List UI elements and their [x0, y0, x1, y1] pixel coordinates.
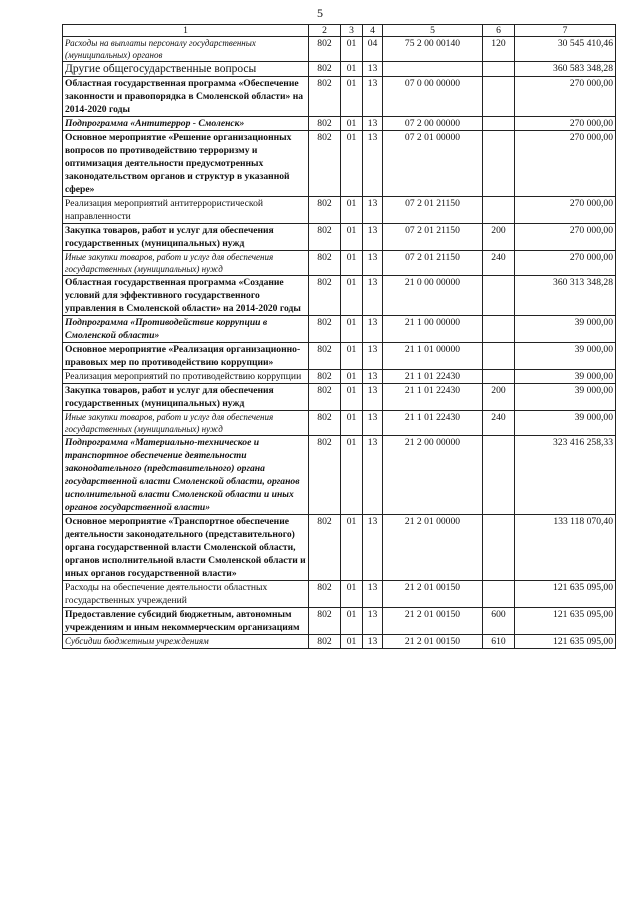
item-name: Расходы на обеспечение деятельности областных государственных учреждений	[63, 581, 309, 608]
item-name: Иные закупки товаров, работ и услуг для обеспечения государственных (муниципальных) нужд	[63, 411, 309, 436]
table-row	[63, 197, 616, 224]
target-article-code: 07 2 00 00000	[383, 117, 483, 131]
expense-type-code	[483, 197, 515, 224]
table-row	[63, 608, 616, 635]
table-row	[63, 62, 616, 77]
amount: 39 000,00	[515, 343, 616, 370]
table-row	[63, 370, 616, 384]
target-article-code: 21 2 01 00150	[383, 635, 483, 649]
target-article-code: 21 2 01 00150	[383, 581, 483, 608]
table-row	[63, 581, 616, 608]
expense-type-code	[483, 581, 515, 608]
subsection-code: 13	[363, 316, 383, 343]
item-name: Подпрограмма «Материально-техническое и транспортное обеспечение деятельности законодательного (представительного) органа государственной власти Смоленской области, органов исполнительной власти Смоленской области и иных органов государственной власти»	[63, 436, 309, 515]
header-col-7: 7	[515, 25, 616, 37]
subsection-code: 13	[363, 117, 383, 131]
item-name: Закупка товаров, работ и услуг для обеспечения государственных (муниципальных) нужд	[63, 224, 309, 251]
section-code: 01	[341, 251, 363, 276]
section-code: 01	[341, 77, 363, 117]
expense-type-code: 200	[483, 224, 515, 251]
department-code: 802	[309, 635, 341, 649]
item-name: Областная государственная программа «Обеспечение законности и правопорядка в Смоленской области» на 2014-2020 годы	[63, 77, 309, 117]
department-code: 802	[309, 224, 341, 251]
department-code: 802	[309, 370, 341, 384]
target-article-code	[383, 62, 483, 77]
department-code: 802	[309, 197, 341, 224]
item-name: Предоставление субсидий бюджетным, автономным учреждениям и иным некоммерческим организациям	[63, 608, 309, 635]
amount: 360 583 348,28	[515, 62, 616, 77]
item-name: Реализация мероприятий антитеррористической направленности	[63, 197, 309, 224]
subsection-code: 13	[363, 581, 383, 608]
amount: 39 000,00	[515, 411, 616, 436]
item-name: Основное мероприятие «Реализация организационно-правовых мер по противодействию коррупции»	[63, 343, 309, 370]
expense-type-code: 240	[483, 411, 515, 436]
section-code: 01	[341, 370, 363, 384]
table-row	[63, 37, 616, 62]
header-col-2: 2	[309, 25, 341, 37]
expense-type-code	[483, 62, 515, 77]
header-col-3: 3	[341, 25, 363, 37]
subsection-code: 13	[363, 251, 383, 276]
expense-type-code	[483, 117, 515, 131]
section-code: 01	[341, 436, 363, 515]
expense-type-code: 120	[483, 37, 515, 62]
target-article-code: 07 0 00 00000	[383, 77, 483, 117]
target-article-code: 21 1 01 22430	[383, 411, 483, 436]
department-code: 802	[309, 411, 341, 436]
amount: 323 416 258,33	[515, 436, 616, 515]
target-article-code: 21 2 00 00000	[383, 436, 483, 515]
target-article-code: 21 1 01 22430	[383, 384, 483, 411]
section-code: 01	[341, 131, 363, 197]
department-code: 802	[309, 343, 341, 370]
subsection-code: 13	[363, 224, 383, 251]
expense-type-code	[483, 131, 515, 197]
amount: 39 000,00	[515, 370, 616, 384]
table-row	[63, 77, 616, 117]
page-number: 5	[317, 6, 323, 20]
expense-type-code: 600	[483, 608, 515, 635]
section-code: 01	[341, 62, 363, 77]
expense-type-code: 240	[483, 251, 515, 276]
amount: 270 000,00	[515, 117, 616, 131]
header-row	[63, 25, 616, 37]
department-code: 802	[309, 117, 341, 131]
section-code: 01	[341, 515, 363, 581]
item-name: Закупка товаров, работ и услуг для обеспечения государственных (муниципальных) нужд	[63, 384, 309, 411]
table-row	[63, 316, 616, 343]
expense-type-code	[483, 515, 515, 581]
section-code: 01	[341, 224, 363, 251]
expense-type-code	[483, 77, 515, 117]
table-row	[63, 251, 616, 276]
target-article-code: 75 2 00 00140	[383, 37, 483, 62]
amount: 30 545 410,46	[515, 37, 616, 62]
section-code: 01	[341, 37, 363, 62]
section-code: 01	[341, 581, 363, 608]
section-code: 01	[341, 384, 363, 411]
table-row	[63, 224, 616, 251]
subsection-code: 13	[363, 77, 383, 117]
amount: 270 000,00	[515, 224, 616, 251]
amount: 270 000,00	[515, 77, 616, 117]
subsection-code: 13	[363, 343, 383, 370]
department-code: 802	[309, 77, 341, 117]
item-name: Другие общегосударственные вопросы	[63, 62, 309, 77]
amount: 39 000,00	[515, 316, 616, 343]
department-code: 802	[309, 581, 341, 608]
subsection-code: 13	[363, 197, 383, 224]
subsection-code: 13	[363, 370, 383, 384]
item-name: Иные закупки товаров, работ и услуг для обеспечения государственных (муниципальных) нужд	[63, 251, 309, 276]
item-name: Подпрограмма «Антитеррор - Смоленск»	[63, 117, 309, 131]
section-code: 01	[341, 276, 363, 316]
table-row	[63, 117, 616, 131]
expense-type-code	[483, 370, 515, 384]
target-article-code: 21 1 00 00000	[383, 316, 483, 343]
subsection-code: 04	[363, 37, 383, 62]
section-code: 01	[341, 635, 363, 649]
section-code: 01	[341, 343, 363, 370]
item-name: Субсидии бюджетным учреждениям	[63, 635, 309, 649]
section-code: 01	[341, 411, 363, 436]
table-row	[63, 276, 616, 316]
target-article-code: 21 2 01 00000	[383, 515, 483, 581]
header-col-6: 6	[483, 25, 515, 37]
budget-table	[62, 24, 616, 649]
target-article-code: 21 1 01 22430	[383, 370, 483, 384]
table-row	[63, 131, 616, 197]
table-row	[63, 411, 616, 436]
department-code: 802	[309, 37, 341, 62]
subsection-code: 13	[363, 384, 383, 411]
amount: 121 635 095,00	[515, 581, 616, 608]
target-article-code: 21 2 01 00150	[383, 608, 483, 635]
section-code: 01	[341, 117, 363, 131]
section-code: 01	[341, 197, 363, 224]
item-name: Областная государственная программа «Создание условий для эффективного государственного управления в Смоленской области» на 2014-2020 годы	[63, 276, 309, 316]
section-code: 01	[341, 608, 363, 635]
department-code: 802	[309, 436, 341, 515]
amount: 270 000,00	[515, 197, 616, 224]
item-name: Расходы на выплаты персоналу государственных (муниципальных) органов	[63, 37, 309, 62]
header-col-5: 5	[383, 25, 483, 37]
expense-type-code	[483, 436, 515, 515]
amount: 121 635 095,00	[515, 635, 616, 649]
amount: 270 000,00	[515, 251, 616, 276]
table-row	[63, 384, 616, 411]
subsection-code: 13	[363, 436, 383, 515]
expense-type-code	[483, 276, 515, 316]
subsection-code: 13	[363, 635, 383, 649]
subsection-code: 13	[363, 608, 383, 635]
subsection-code: 13	[363, 131, 383, 197]
expense-type-code: 610	[483, 635, 515, 649]
department-code: 802	[309, 62, 341, 77]
item-name: Реализация мероприятий по противодействию коррупции	[63, 370, 309, 384]
department-code: 802	[309, 384, 341, 411]
department-code: 802	[309, 316, 341, 343]
amount: 360 313 348,28	[515, 276, 616, 316]
subsection-code: 13	[363, 62, 383, 77]
amount: 39 000,00	[515, 384, 616, 411]
target-article-code: 21 0 00 00000	[383, 276, 483, 316]
expense-type-code	[483, 343, 515, 370]
amount: 270 000,00	[515, 131, 616, 197]
subsection-code: 13	[363, 276, 383, 316]
table-body	[63, 37, 616, 649]
department-code: 802	[309, 515, 341, 581]
subsection-code: 13	[363, 411, 383, 436]
table-row	[63, 343, 616, 370]
target-article-code: 21 1 01 00000	[383, 343, 483, 370]
expense-type-code	[483, 316, 515, 343]
department-code: 802	[309, 131, 341, 197]
item-name: Подпрограмма «Противодействие коррупции в Смоленской области»	[63, 316, 309, 343]
item-name: Основное мероприятие «Транспортное обеспечение деятельности законодательного (представительного) органа государственной власти Смоленской области, органов исполнительной власти Смоленской области и иных органов государственной власти»	[63, 515, 309, 581]
department-code: 802	[309, 276, 341, 316]
department-code: 802	[309, 608, 341, 635]
department-code: 802	[309, 251, 341, 276]
target-article-code: 07 2 01 21150	[383, 197, 483, 224]
item-name: Основное мероприятие «Решение организационных вопросов по противодействию терроризму и оптимизация деятельности предусмотренных законодательством органов и структур в указанной сфере»	[63, 131, 309, 197]
table-row	[63, 436, 616, 515]
subsection-code: 13	[363, 515, 383, 581]
amount: 133 118 070,40	[515, 515, 616, 581]
target-article-code: 07 2 01 21150	[383, 224, 483, 251]
table-row	[63, 635, 616, 649]
header-col-4: 4	[363, 25, 383, 37]
header-col-1: 1	[63, 25, 309, 37]
section-code: 01	[341, 316, 363, 343]
target-article-code: 07 2 01 00000	[383, 131, 483, 197]
target-article-code: 07 2 01 21150	[383, 251, 483, 276]
amount: 121 635 095,00	[515, 608, 616, 635]
table-row	[63, 515, 616, 581]
expense-type-code: 200	[483, 384, 515, 411]
